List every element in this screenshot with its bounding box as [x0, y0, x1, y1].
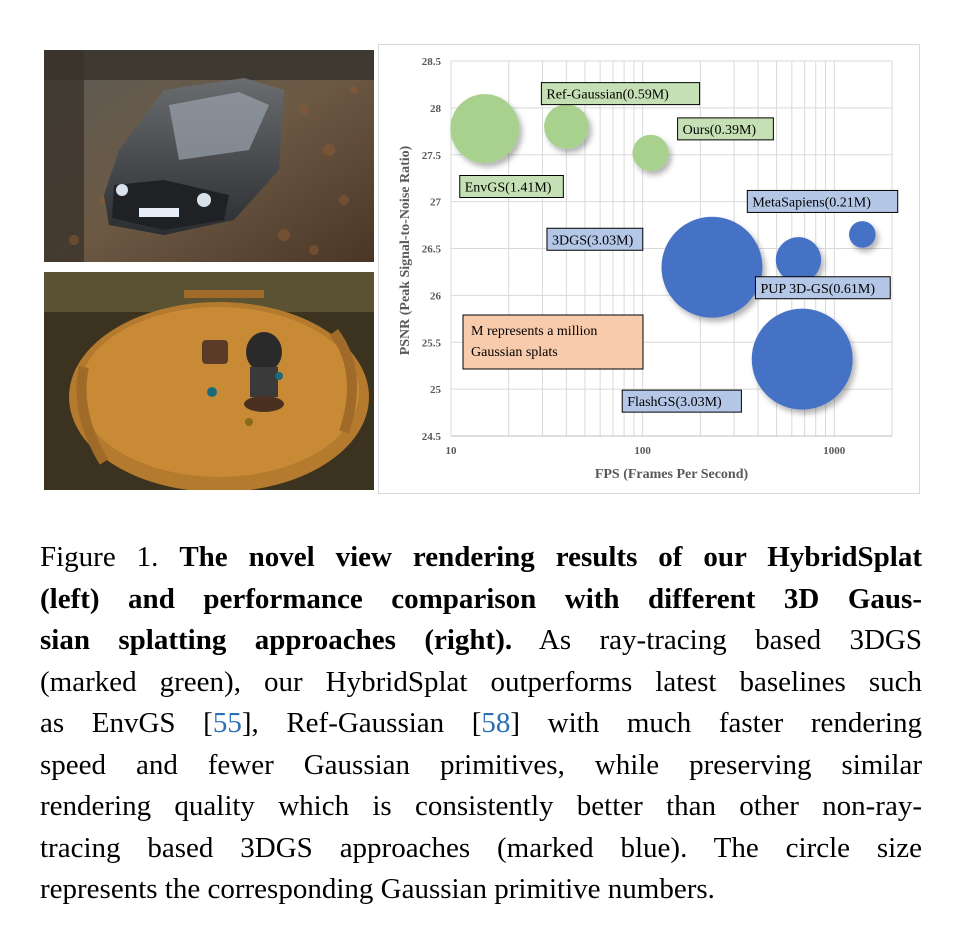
bubble-label: PUP 3D-GS(0.61M): [760, 281, 876, 297]
car-render-image: [44, 50, 374, 262]
caption-text: Figure 1.: [40, 541, 180, 573]
x-tick-label: 1000: [823, 445, 846, 457]
citation-link[interactable]: 58: [481, 707, 511, 739]
caption-text: (marked green), our HybridSplat outperforms latest baselines such: [40, 665, 922, 698]
y-tick-label: 26.5: [421, 243, 441, 256]
bubble-label: FlashGS(3.03M): [627, 395, 722, 411]
bubble-label: Ref-Gaussian(0.59M): [546, 87, 669, 103]
y-axis-label: PSNR (Peak Signal-to-Noise Ratio): [398, 145, 413, 356]
bubble-3dgs: [661, 217, 762, 318]
caption-line: [40, 620, 922, 662]
note-text: Gaussian splats: [471, 345, 558, 360]
y-tick-label: 26: [430, 290, 441, 303]
citation-link[interactable]: 55: [212, 707, 242, 739]
chart-svg: [379, 45, 919, 493]
bubble-label: MetaSapiens(0.21M): [752, 195, 871, 211]
caption-text: ] with much faster rendering: [510, 707, 922, 739]
caption-line: [40, 703, 922, 745]
caption-text: represents the corresponding Gaussian primitive numbers.: [40, 873, 715, 905]
caption-line: [40, 828, 922, 870]
caption-text: sian splatting approaches (right).: [40, 624, 513, 656]
bubble-flashgs: [752, 309, 853, 410]
y-tick-label: 24.5: [421, 431, 441, 443]
x-tick-label: 10: [445, 445, 457, 457]
caption-line: [40, 869, 922, 911]
caption-text: speed and fewer Gaussian primitives, while preserving similar: [40, 748, 922, 781]
caption-text: As ray-tracing based 3DGS: [512, 624, 923, 656]
bubble-ours: [632, 135, 668, 171]
y-tick-label: 28.5: [421, 56, 441, 68]
caption-text: ], Ref-Gaussian [: [241, 707, 482, 739]
x-tick-label: 100: [634, 445, 651, 457]
caption-text: (left) and performance comparison with different 3D Gaus-: [40, 582, 922, 615]
bubble-label: Ours(0.39M): [682, 122, 757, 138]
bubble-chart: [378, 44, 920, 494]
caption-text: The novel view rendering results of our HybridSplat: [179, 541, 922, 573]
y-tick-label: 28: [430, 102, 441, 115]
bubble-metasapiens: [849, 221, 876, 248]
caption-line: [40, 745, 922, 787]
x-axis-label: FPS (Frames Per Second): [594, 467, 749, 482]
figure-caption: [40, 537, 922, 911]
bubble-label: EnvGS(1.41M): [464, 180, 552, 196]
table-render-image: [44, 272, 374, 490]
caption-line: [40, 786, 922, 828]
bubble-envgs: [450, 94, 519, 163]
note-text: M represents a million: [471, 324, 598, 339]
caption-text: tracing based 3DGS approaches (marked blue). The circle size: [40, 831, 922, 864]
bubble-pup-3d-gs: [776, 237, 821, 282]
bubble-ref-gaussian: [544, 104, 589, 149]
y-tick-label: 27.5: [421, 149, 441, 162]
y-tick-label: 25.5: [421, 337, 441, 350]
caption-line: [40, 537, 922, 579]
y-tick-label: 27: [430, 196, 441, 209]
caption-line: [40, 579, 922, 621]
caption-text: rendering quality which is consistently better than other non-ray-: [40, 790, 922, 822]
bubble-label: 3DGS(3.03M): [551, 233, 634, 249]
y-tick-label: 25: [430, 384, 441, 397]
caption-line: [40, 662, 922, 704]
caption-text: as EnvGS [: [40, 707, 213, 739]
